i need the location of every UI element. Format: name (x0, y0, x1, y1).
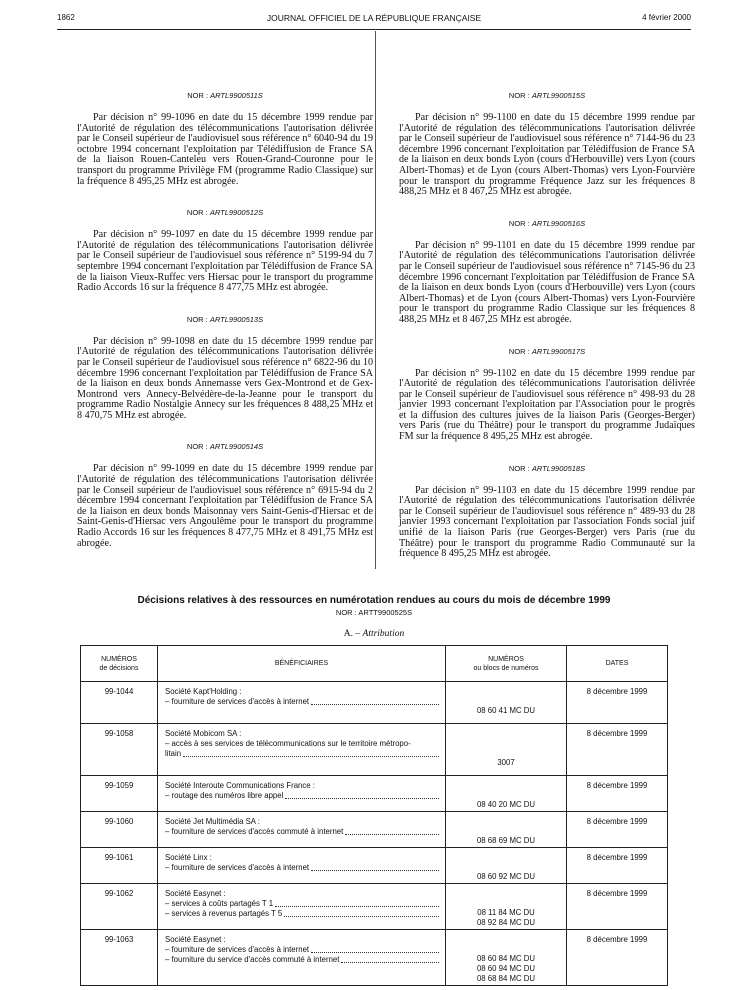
decision-number-cell: 99-1063 (81, 930, 158, 986)
decision-number-cell: 99-1061 (81, 848, 158, 884)
number-block: 08 68 69 MC DU (476, 836, 536, 845)
service-line (165, 945, 439, 955)
service-text: – fourniture de services d'accès commuté à internet (165, 827, 344, 836)
service-line (165, 827, 439, 837)
column-divider (375, 31, 376, 569)
nor-reference: NOR : ARTL9900516S (508, 218, 586, 228)
left-column (77, 78, 373, 570)
number-block-cell (446, 776, 567, 812)
decision-text: Par décision n° 99-1099 en date du 15 décembre 1999 rendue par l'Autorité de régulation des télécommunications l'autorisation délivrée par le Conseil supérieur de l'audiovisuel sous référence n° 6915-94 du 2 décembre 1994 concernant l'exploitation par Télédiffusion de France SA de la liaison en deux bonds Maisonnay vers Saint-Genis-d'Hiersac et de Saint-Genis-d'Hiersac vers Angoulême pour le transport du programme Radio Accords 16 sur les fréquences 8 477,75 MHz et 8 491,75 MHz est abrogée. (77, 463, 373, 549)
decision-number-cell: 99-1060 (81, 812, 158, 848)
subsection-heading: A. – Attribution (343, 629, 405, 639)
date-cell: 8 décembre 1999 (567, 724, 668, 776)
attribution-table (80, 645, 668, 986)
table-row (81, 724, 668, 776)
number-block: 08 11 84 MC DU (477, 908, 535, 917)
date-cell: 8 décembre 1999 (567, 884, 668, 930)
decision-number-cell: 99-1062 (81, 884, 158, 930)
beneficiary-cell (158, 776, 446, 812)
number-block: 08 60 84 MC DU (476, 954, 536, 963)
journal-title: JOURNAL OFFICIEL DE LA RÉPUBLIQUE FRANÇAISE (266, 13, 482, 23)
company-name: Société Easynet : (165, 889, 226, 898)
dot-leader (311, 864, 439, 871)
service-line (165, 697, 439, 707)
beneficiary-cell (158, 884, 446, 930)
service-text: – routage des numéros libre appel (165, 791, 284, 800)
table-row (81, 848, 668, 884)
company-name: Société Kapt'Holding : (165, 687, 242, 696)
decision-text: Par décision n° 99-1096 en date du 15 décembre 1999 rendue par l'Autorité de régulation des télécommunications l'autorisation délivrée par le Conseil supérieur de l'audiovisuel sous référence n° 6040-94 du 19 octobre 1994 concernant l'exploitation par Télédiffusion de France SA de la liaison Rouen-Canteleu vers Rouen-Grand-Couronne pour le transport du programme Privilège FM (programme Radio Classique) sur la fréquence 8 495,25 MHz est abrogée. (77, 112, 373, 187)
nor-reference: NOR : ARTL9900514S (186, 442, 264, 452)
number-block: 08 40 20 MC DU (476, 800, 536, 809)
decision-entry (399, 464, 695, 560)
decision-entry (77, 315, 373, 422)
header-beneficiaries: BÉNÉFICIAIRES (158, 646, 446, 682)
number-block-cell (446, 724, 567, 776)
number-block: 08 92 84 MC DU (476, 918, 536, 927)
table-row (81, 682, 668, 724)
decision-number-cell: 99-1059 (81, 776, 158, 812)
service-line (165, 955, 439, 965)
number-block: 08 68 84 MC DU (476, 974, 536, 983)
service-text: – accès à ses services de télécommunications sur le territoire métropo- (165, 739, 411, 748)
service-text: litain (165, 749, 182, 758)
publication-date: 4 février 2000 (642, 13, 691, 22)
table-row (81, 776, 668, 812)
beneficiary-cell (158, 682, 446, 724)
date-cell: 8 décembre 1999 (567, 848, 668, 884)
decision-entry (399, 347, 695, 443)
number-block: 08 60 94 MC DU (476, 964, 536, 973)
service-text: – fourniture de services d'accès à internet (165, 863, 310, 872)
service-text: – fourniture du service d'accès commuté à internet (165, 955, 340, 964)
date-cell: 8 décembre 1999 (567, 812, 668, 848)
table-row (81, 884, 668, 930)
dot-leader (311, 698, 439, 705)
dot-leader (285, 792, 439, 799)
table-row (81, 812, 668, 848)
page-header (57, 13, 691, 29)
service-line (165, 909, 439, 919)
number-block-cell (446, 848, 567, 884)
decision-text: Par décision n° 99-1098 en date du 15 décembre 1999 rendue par l'Autorité de régulation des télécommunications l'autorisation délivrée par le Conseil supérieur de l'audiovisuel sous référence n° 6822-96 du 10 décembre 1996 concernant l'exploitation par Télédiffusion de France SA de la liaison en deux bonds Annemasse vers Gex-Montrond et de Gex-Montrond vers Annecy-Belvédère-de-la-Jeanne pour le transport du programme Radio Nostalgie Annecy sur les fréquences 8 488,25 MHz et 8 470,75 MHz est abrogée. (77, 335, 373, 421)
decision-text: Par décision n° 99-1102 en date du 15 décembre 1999 rendue par l'Autorité de régulation des télécommunications l'autorisation délivrée par le Conseil supérieur de l'audiovisuel sous référence n° 498-93 du 28 janvier 1993 concernant l'exploitation par l'Association pour le progrès et la diffusion des cultures juives de la liaison Paris (Georges-Berger) vers Paris (rue du Théâtre) pour le transport du programme Judaïques FM sur la fréquence 8 495,25 MHz est abrogée. (399, 367, 695, 443)
service-text: – fourniture de services d'accès à internet (165, 945, 310, 954)
dot-leader (341, 956, 439, 963)
service-line (165, 739, 439, 749)
header-decision-numbers: NUMÉROS de décisions (81, 646, 158, 682)
company-name: Société Mobicom SA : (165, 729, 242, 738)
company-name: Société Easynet : (165, 935, 226, 944)
right-column (399, 78, 695, 581)
beneficiary-cell (158, 930, 446, 986)
service-text: – services à revenus partagés T 5 (165, 909, 283, 918)
header-rule (57, 29, 691, 30)
nor-reference: NOR : ARTL9900512S (186, 208, 264, 218)
number-block-cell (446, 930, 567, 986)
decision-number-cell: 99-1044 (81, 682, 158, 724)
beneficiary-cell (158, 848, 446, 884)
decision-number-cell: 99-1058 (81, 724, 158, 776)
decision-text: Par décision n° 99-1097 en date du 15 décembre 1999 rendue par l'Autorité de régulation des télécommunications l'autorisation délivrée par le Conseil supérieur de l'audiovisuel sous référence n° 5199-94 du 7 septembre 1994 concernant l'exploitation par Télédiffusion de France SA de la liaison Vieux-Ruffec vers Hiersac pour le transport du programme Radio Accords 16 sur la fréquence 8 477,75 MHz est abrogée. (77, 229, 373, 294)
company-name: Société Linx : (165, 853, 212, 862)
number-block-cell (446, 884, 567, 930)
date-cell: 8 décembre 1999 (567, 930, 668, 986)
nor-reference: NOR : ARTL9900511S (187, 91, 263, 100)
dot-leader (275, 900, 439, 907)
dot-leader (311, 946, 439, 953)
dot-leader (183, 750, 439, 757)
dot-leader (345, 828, 439, 835)
service-text: – services à coûts partagés T 1 (165, 899, 274, 908)
decision-entry (77, 442, 373, 549)
nor-reference: NOR : ARTL9900515S (508, 91, 586, 100)
date-cell: 8 décembre 1999 (567, 682, 668, 724)
header-number-blocks: NUMÉROS ou blocs de numéros (446, 646, 567, 682)
service-line (165, 899, 439, 909)
service-line (165, 791, 439, 801)
table-row (81, 930, 668, 986)
nor-reference: NOR : ARTL9900517S (508, 346, 586, 356)
beneficiary-cell (158, 724, 446, 776)
number-block-cell (446, 682, 567, 724)
decision-text: Par décision n° 99-1101 en date du 15 décembre 1999 rendue par l'Autorité de régulation des télécommunications l'autorisation délivrée par le Conseil supérieur de l'audiovisuel sous référence n° 7145-96 du 23 décembre 1996 concernant l'exploitation par Télédiffusion de France SA de la liaison en deux bonds Lyon (cours d'Herbouville) vers Lyon (cours Albert-Thomas) et de Lyon (cours Albert-Thomas) vers Lyon-Fourvière pour le transport du programme Radio Classique sur les fréquences 8 488,25 MHz et 8 467,25 MHz est abrogée. (399, 239, 695, 325)
page-number: 1862 (57, 13, 75, 22)
decision-entry (77, 208, 373, 294)
service-text: – fourniture de services d'accès à internet (165, 697, 310, 706)
section-title: Décisions relatives à des ressources en numérotation rendues au cours du mois de décembre 1999 (137, 595, 611, 606)
table-header-row (81, 646, 668, 682)
company-name: Société Jet Multimédia SA : (165, 817, 260, 826)
nor-reference: NOR : ARTL9900518S (508, 463, 586, 473)
decision-entry (399, 219, 695, 326)
date-cell: 8 décembre 1999 (567, 776, 668, 812)
company-name: Société Interoute Communications France : (165, 781, 315, 790)
decision-entry (399, 91, 695, 198)
decision-text: Par décision n° 99-1103 en date du 15 décembre 1999 rendue par l'Autorité de régulation des télécommunications l'autorisation délivrée par le Conseil supérieur de l'audiovisuel sous référence n° 489-93 du 28 janvier 1993 concernant l'exploitation par l'association Fonds social juif unifié de la liaison Paris (rue Georges-Berger) vers Paris (rue du Théâtre) pour le transport du programme Radio Communauté sur la fréquence 8 495,25 MHz est abrogée. (399, 484, 695, 560)
decision-entry (77, 91, 373, 187)
decision-text: Par décision n° 99-1100 en date du 15 décembre 1999 rendue par l'Autorité de régulation des télécommunications l'autorisation délivrée par le Conseil supérieur de l'audiovisuel sous référence n° 7144-96 du 23 décembre 1996 concernant l'exploitation par Télédiffusion de France SA de la liaison en deux bonds Lyon (cours d'Herbouville) vers Lyon (cours Albert-Thomas) et de Lyon (cours Albert-Thomas) vers Lyon-Fourvière pour le transport du programme Fréquence Jazz sur les fréquences 8 488,25 MHz et 8 467,25 MHz est abrogée. (399, 112, 695, 198)
service-line (165, 863, 439, 873)
number-block: 3007 (497, 758, 515, 767)
number-block: 08 60 41 MC DU (476, 706, 536, 715)
service-line (165, 749, 439, 759)
section-nor: NOR : ARTT9900525S (335, 608, 413, 617)
number-block: 08 60 92 MC DU (476, 872, 536, 881)
dot-leader (284, 910, 439, 917)
nor-reference: NOR : ARTL9900513S (186, 314, 264, 324)
beneficiary-cell (158, 812, 446, 848)
header-dates: DATES (567, 646, 668, 682)
number-block-cell (446, 812, 567, 848)
